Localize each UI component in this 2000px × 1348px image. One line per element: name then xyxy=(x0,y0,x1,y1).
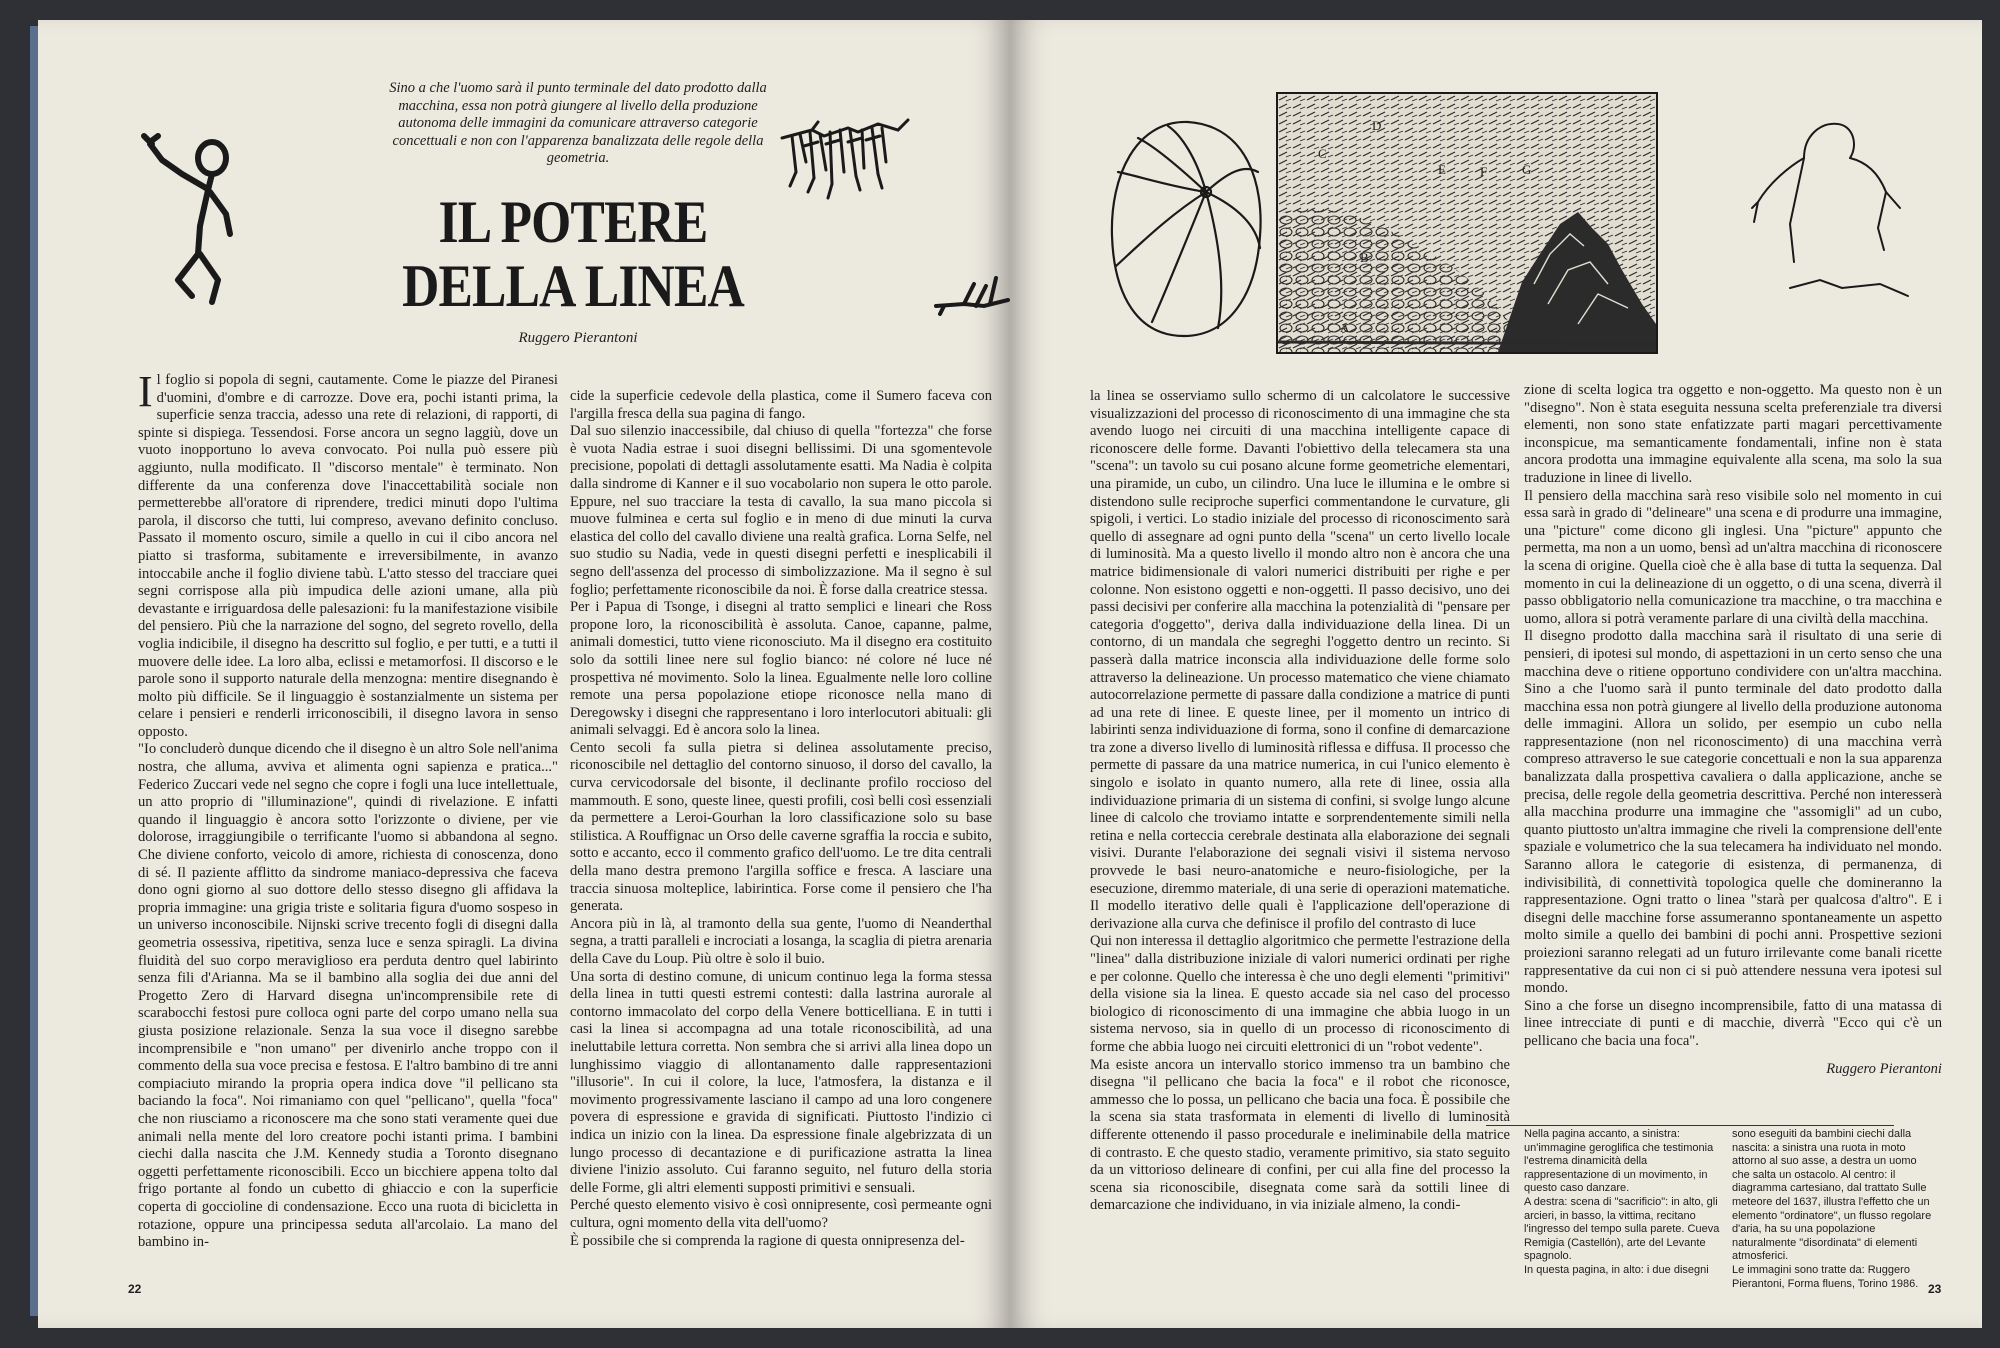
caption-paragraph: sono eseguiti da bambini ciechi dalla nascita: a sinistra una ruota in moto attorno al suo asse, a destra un uomo che salta un ostacolo. Al centro: il diagramma cartesiano, dal trattato Sulle meteore del 1637, illustra l'effetto che un elemento "ordinatore", un flusso regolare d'aria, ha su una popolazione naturalmente "disordinata" di elementi atmosferici. xyxy=(1732,1128,1932,1263)
left-column-2 xyxy=(570,388,992,1250)
right-page xyxy=(1010,20,1982,1328)
intro-standfirst: Sino a che l'uomo sarà il punto terminale del dato prodotto dalla macchina, essa non potrà giungere al livello della produzione autonoma delle immagini da comunicare attraverso categorie concettuali e non con l'apparenza banalizzata delle regole della geometria. xyxy=(389,80,767,166)
caption-column-1 xyxy=(1524,1128,1722,1278)
paragraph: "Io concluderò dunque dicendo che il disegno è un altro Sole nell'anima nostra, che allumа, avviva et alimenta ogni sapienza e pratica..." Federico Zuccari vede nel segno che copre i fogli una luce intellettuale, un atto proprio di "illuminazione", quindi di rivelazione. E infatti quando il linguaggio è ancora sotto l'orizzonte o diviene, per vie dolorose, irraggiungibile o terrificante l'uomo si abbandona al segno. Che diviene conforto, veicolo di amore, richiesta di conoscenza, dono di sé. Il paziente afflitto da sindrome maniaco-depressiva che faceva dono ogni giorno al suo dottore dello stesso disegno gli affidava la propria immagine: una grigia triste e solitaria figura d'uomo sospeso in un universo inconoscibile. Nijnski scrive trecento fogli di disegni dalla geometria ossessiva, ripetitiva, senza luce e senza spiragli. La divina fluidità del suo corpo meraviglioso era perduta dentro quel labirinto senza fili d'Arianna. Ma se il bambino alla soglia dei due anni del Progetto Zero di Harvard disegna un'incomprensibile rete di scarabocchi festosi pure colloca ogni parte del corpo umano nella sua giusta posizione relazionale. Senza la sua voce il disegno sarebbe incomprensibile e "non umano" per divenirlo anche troppo con il commento della sua voce precisa e festosa. E l'altro bambino di tre anni compiaciuto mirando la propria opera indica dove "il pellicano sta baciando la foca". Noi rimaniamo con quel "pellicano", quella "foca" che non riusciamo a riconoscere ma che sono stati veramente quei due animali nella mente del loro creatore pochi istanti prima. I bambini ciechi dalla nascita che J.M. Kennedy studia a Toronto disegnano oggetti perfettamente riconoscibili. Ecco un bicchiere appena tolto dal frigo portante al fondo un cubetto di ghiaccio e con la superficie coperta di goccioline di condensazione. Ecco una ruota di bicicletta in rotazione, oppure una principessa seduta all'arcolaio. La mano del bambino in- xyxy=(138,741,558,1251)
blue-book-edge xyxy=(30,26,38,1316)
page-number: 23 xyxy=(1928,1282,1942,1296)
engraving-label-a: A xyxy=(1340,320,1350,335)
paragraph: Il pensiero della macchina sarà reso visibile solo nel momento in cui essa sarà in grado di "delineare" una scena e di produrre una immagine, una "picture" come dicono gli inglesi. Una "picture" appunto che permetta, ma non a un uomo, bensì ad un'altra macchina di riconoscere la scena di origine. Quella cioè che è alla base di tutta la sequenza. Dal momento in cui la delineazione di un oggetto, o di una scena, diverrà il passo obbligatorio nella comunicazione tra macchine, o tra macchina e uomo, allora si potrà veramente parlare di una civiltà della macchina. xyxy=(1524,487,1942,627)
page-number: 22 xyxy=(128,1282,142,1296)
paragraph: la linea se osserviamo sullo schermo di un calcolatore le successive visualizzazioni del processo di riconoscimento di una immagine che sta avendo luogo nei circuiti di una macchina intelligente capace di riconoscere delle forme. Davanti l'obiettivo della telecamera sta una "scena": un tavolo su cui posano alcune forme geometriche elementari, una piramide, un cubo, un cilindro. Una luce le illumina e le ombre si distendono sulle reciproche superfici commentandone le curvature, gli spigoli, i vertici. Lo stadio iniziale del processo di riconoscimento sarà quello di assegnare ad ogni punto della "scena" un certo livello locale di luminosità. Ma a questo livello il mondo altro non è ancora che una matrice bidimensionale di valori numerici distribuiti per righe e per colonne. Non esistono oggetti e non-oggetti. Il passo decisivo, uno dei passi decisivi per conferire alla macchina la potenzialità di "pensare per categoria d'oggetto", deriva dalla individuazione della linea. Di un contorno, di un mandala che segreghi l'oggetto dentro un recinto. Si passerà dalla matrice inconscia alla individuazione delle forme solo attraverso la delineazione. Un processo matematico che viene chiamato autocorrelazione permette di passare dalla condizione a matrice di punti ad una rete di linee. E queste linee, per il momento un intrico di labirinti senza individuazione di forma, sono il confine di demarcazione tra zone a diverso livello di luminosità riflessa e diffusa. Il processo che permette di passare da una matrice numerica, in cui l'unico elemento è singolo e isolato in quanto numero, alla rete di linee, ossia alla individuazione primaria di un sistema di confini, si svolge lungo alcune linee di calcolo che troviamo intatte e sorprendentemente simili nella retina e nella corteccia cerebrale destinata alla elaborazione dei segnali visivi. Durante l'elaborazione dei segnali visivi il sistema nervoso provvede le basi neuro-anatomiche e neuro-fisiologiche, per la esecuzione, diremmo materiale, di una serie di operazioni matematiche. Il modello iterativo delle quali è l'applicazione dell'operazione di derivazione alla curva che definisce il profilo del contrasto di luce xyxy=(1090,388,1510,932)
article-author: Ruggero Pierantoni xyxy=(518,330,638,346)
article-signature: Ruggero Pierantoni xyxy=(1826,1060,1942,1077)
left-page xyxy=(38,20,1010,1328)
paragraph: Il foglio si popola di segni, cautamente. Come le piazze del Piranesi d'uomini, d'ombre e di carrozze. Dove era, pochi istanti prima, la superficie senza traccia, adesso una rete di relazioni, di rapporti, di spinte si dispiega. Tessendosi. Forse ancora un segno laggiù, dove un vuoto inopportuno lo aveva convocato. Poi nulla può essere più aggiunto, nulla modificato. Il "discorso mentale" è terminato. Non differente da una conferenza dove l'inaccettabilità sociale non permetterebbe all'oratore di riprendere, tredici minuti dopo l'ultima parola, il discorso che tutti, lui compreso, avevano definito concluso. Passato il momento oscuro, simile a quello in cui il cibo ancora nel piatto si trasforma, subitamente e irreversibilmente, in avanzo intoccabile anche il foglio diviene tabù. L'atto stesso del tracciare quei segni corrispose alla più impudica delle azioni umane, alla più devastante e irriguardosa delle palesazioni: fu la manifestazione visibile del pensiero. Più che la narrazione del sogno, del segreto rovello, della voglia indicibile, il disegno ha descritto sul foglio, e per tutti, e a tutti il muovere delle idee. La loro alba, eclissi e metamorfosi. Il discorso e le parole sono il supporto naturale della menzogna: mentire disegnando è molto più difficile. Se il linguaggio è sostanzialmente un sistema per celare i pensieri e renderli irriconoscibili, il disegno lavora in senso opposto. xyxy=(138,367,558,740)
paragraph: Ancora più in là, al tramonto della sua gente, l'uomo di Neanderthal segna, a tratti paralleli e incrociati a losanga, la scaglia di pietra arenaria della Cave du Loup. Più oltre è solo il buio. xyxy=(570,915,992,967)
title-line-1: IL POTERE xyxy=(438,189,708,255)
paragraph: Ma esiste ancora un intervallo storico immenso tra un bambino che disegna "il pellicano che bacia la foca" e il robot che riconosce, ammesso che lo possa, un pellicano che bacia una foca. È possibile che la scena sia stata trasformata in elementi di livello di luminosità differente ottenendo il passo procedurale e ineliminabile della matrice di contrasto. E che questo stadio, veramente primitivo, sia stato seguito da un vittorioso delineare di confini, per cui alla fine del processo la scena sia riconoscibile, disegnata come sarà da sottili linee di demarcazione che individuano, in via iniziale almeno, la condi- xyxy=(1090,1056,1510,1214)
paragraph: Sino a che forse un disegno incomprensibile, fatto di una matassa di linee intrecciate di punti e di macchie, diverrà "Ecco qui c'è un pellicano che bacia una foca". xyxy=(1524,997,1942,1049)
paragraph: zione di scelta logica tra oggetto e non-oggetto. Ma questo non è un "disegno". Non è stata eseguita nessuna scelta preferenziale tra diversi elementi, non sono state enfatizzate parti magari percettivamente inconspicue, ma semanticamente fondamentali, infine non è stata ancora prodotta una immagine equivalente alla scena, ma solo la sua traduzione in linee di livello. xyxy=(1524,382,1942,486)
article-title xyxy=(371,190,775,318)
engraving-label-g: G xyxy=(1522,162,1532,177)
caption-paragraph: A destra: scena di "sacrificio": in alto, gli arcieri, in basso, la vittima, recitano l'ingresso del tempo sulla parete. Cueva Remigia (Castellón), arte del Levante spagnolo. xyxy=(1524,1195,1720,1263)
title-line-2: DELLA LINEA xyxy=(402,253,744,319)
engraving-label-c: C xyxy=(1318,146,1327,161)
descartes-meteors-engraving xyxy=(1276,92,1658,354)
right-column-2 xyxy=(1524,382,1942,1078)
jumping-man-drawing xyxy=(1750,112,1920,312)
paragraph: Cento secoli fa sulla pietra si delinea assolutamente preciso, riconoscibile nel dettaglio del contorno sinuoso, il dorso del cavallo, la curva cervicodorsale del bisonte, il declinante profilo roccioso del mammouth. E sono, queste linee, questi profili, così belli così essenziali da permettere a Leroi-Gourhan la loro classificazione solo su base stilistica. A Rouffignac un Orso delle caverne sgraffia la roccia e subito, sotto e accanto, ecco il commento grafico dell'uomo. Le tre dita centrali della mano destra premono l'argilla soffice e fresca. A lasciare una traccia sinuosa molteplice, labirintica. Forse come il pensiero che l'ha generata. xyxy=(570,739,992,915)
left-column-1 xyxy=(138,367,558,1252)
engraving-image xyxy=(1278,94,1656,352)
paragraph: Per i Papua di Tsonge, i disegni al tratto semplici e lineari che Ross propone loro, la riconoscibilità è assoluta. Canoe, capanne, palme, animali domestici, tutto viene riconosciuto. Ma il disegno era costituito solo da sottili linee nere sul foglio bianco: né colore né luce né prospettiva né movimento. Solo la linea. Egualmente nelle loro colline remote una persa popolazione etiope riconosce nella mano di Deregowsky i disegni che rappresentano i loro interlocutori abituali: gli animali selvaggi. Ed è ancora solo la linea. xyxy=(570,599,992,739)
archers-illustration xyxy=(778,112,918,212)
drop-cap: I xyxy=(138,367,153,416)
caption-paragraph: In questa pagina, in alto: i due disegni xyxy=(1524,1263,1709,1276)
caption-rule xyxy=(1486,1125,1894,1126)
paragraph: Perché questo elemento visivo è così onnipresente, così permeante ogni cultura, ogni momento della vita dell'uomo? xyxy=(570,1197,992,1231)
caption-paragraph: Nella pagina accanto, a sinistra: un'immagine geroglifica che testimonia l'estrema dinamicità della rappresentazione di un movimento, in questo caso danzare. xyxy=(1524,1128,1714,1195)
paragraph: Una sorta di destino comune, di unicum continuo lega la forma stessa della linea in tutti questi estremi contesti: dalla lastrina aurorale al contorno immacolato del corpo della Venere botticelliana. E in tutti i casi la linea si accompagna ad una totale riconoscibilità, ad una ineluttabile lettura corretta. Non sembra che si arrivi alla linea dopo un lunghissimo viaggio di allontanamento dalle rappresentazioni "illusorie". In cui il colore, la luce, l'atmosfera, la distanza e il movimento progressivamente lasciano il campo ad una loro congenere povera di espressione e gravida di significati. Piuttosto l'indizio ci indica un inizio con la linea. Da espressione finale algebrizzata di un lungo processo di decantazione e di purificazione astratta la linea diviene l'inizio assoluto. Cui faranno seguito, nel futuro della storia delle Forme, gli altri elementi supposti primitivi e sensuali. xyxy=(570,968,992,1196)
paragraph: cide la superficie cedevole della plastica, come il Sumero faceva con l'argilla fresca della sua pagina di fango. xyxy=(570,388,992,422)
paragraph: Dal suo silenzio inaccessibile, dal chiuso di quella "fortezza" che forse è vuota Nadia estrae i suoi disegni bellissimi. Di una sgomentevole precisione, popolati di dettagli assolutamente esatti. Ma Nadia è colpita dalla sindrome di Kanner e il suo vocabolario non supera le otto parole. Eppure, nel suo tracciare la testa di cavallo, la sua mano piccola si muove fulminea e certa sul foglio e in meno di due minuti la curva elastica del collo del cavallo diviene una realtà grafica. Lorna Selfe, nel suo studio su Nadia, vede in questi disegni perfetti e inesplicabili il segno dell'assenza del processo di simbolizzazione. Ma il segno è sul foglio; perfettamente riconoscibile da noi. È forse dalla creatrice stessa. xyxy=(570,423,992,598)
dancing-figure-illustration xyxy=(138,130,248,310)
paragraph: Qui non interessa il dettaglio algoritmico che permette l'estrazione della "linea" dalla distribuzione iniziale di valori numerici ordinati per righe e per colonne. Quello che interessa è che uno degli elementi "primitivi" della visione sia la linea. E questo accade sia nel caso del processo biologico di riconoscimento di una immagine che abbia luogo in un sistema nervoso, sia in quello di un processo di riconoscimento di forme che abbia luogo nei circuiti elettronici di un "robot vedente". xyxy=(1090,933,1510,1055)
engraving-label-d: D xyxy=(1372,118,1382,133)
paragraph: È possibile che si comprenda la ragione di questa onnipresenza del- xyxy=(570,1232,965,1249)
engraving-label-b: B xyxy=(1360,250,1369,265)
engraving-label-f: F xyxy=(1480,164,1488,179)
paragraph: Il disegno prodotto dalla macchina sarà il risultato di una serie di pensieri, di ipotesi sul mondo, di aspettazioni in un certo senso che una macchina deve o ritiene opportuno condividere con un'altra macchina. Sino a che l'uomo sarà il punto terminale del dato prodotto dalla macchina essa non potrà giungere al livello della produzione autonoma delle immagini. Allora un solido, per esempio un cubo nella rappresentazione (non nel riconoscimento) di una macchina verrà compreso attraverso le sue categorie concettuali e non la sua apparenza banalizzata dalla prospettiva cavaliera o dalla applicazione, anche se precisa, delle regole della geometria descrittiva. Perché non interesserà alla macchina produrre una immagine che "assomigli" ad un cubo, quanto piuttosto un'altra immagine che riveli la comprensione dell'ente spaziale e volumetrico che la sua telecamera ha individuato nel mondo. Saranno allora le categorie di esistenza, di permanenza, di indivisibilità, di connettività topologica quelle che domineranno la rappresentazione. Ogni tratto o linea "starà per qualcosa d'altro". E i disegni delle macchine forse assumeranno spontaneamente un aspetto molto simile a quello dei bambini di pochi anni. Prospettive sezioni proiezioni saranno relegati ad un futuro irrilevante come banali ricette rappresentative da cui non ci si può attendere nessuna vera ipotesi sul mondo. xyxy=(1524,628,1942,997)
caption-column-2 xyxy=(1732,1128,1932,1291)
caption-paragraph: Le immagini sono tratte da: Ruggero Pierantoni, Forma fluens, Torino 1986. xyxy=(1732,1263,1919,1290)
rotating-wheel-drawing xyxy=(1108,116,1268,342)
sacrifice-figure-illustration xyxy=(934,274,1010,324)
right-column-1 xyxy=(1090,388,1510,1215)
magazine-spread xyxy=(38,20,1982,1328)
engraving-label-e: E xyxy=(1438,162,1446,177)
